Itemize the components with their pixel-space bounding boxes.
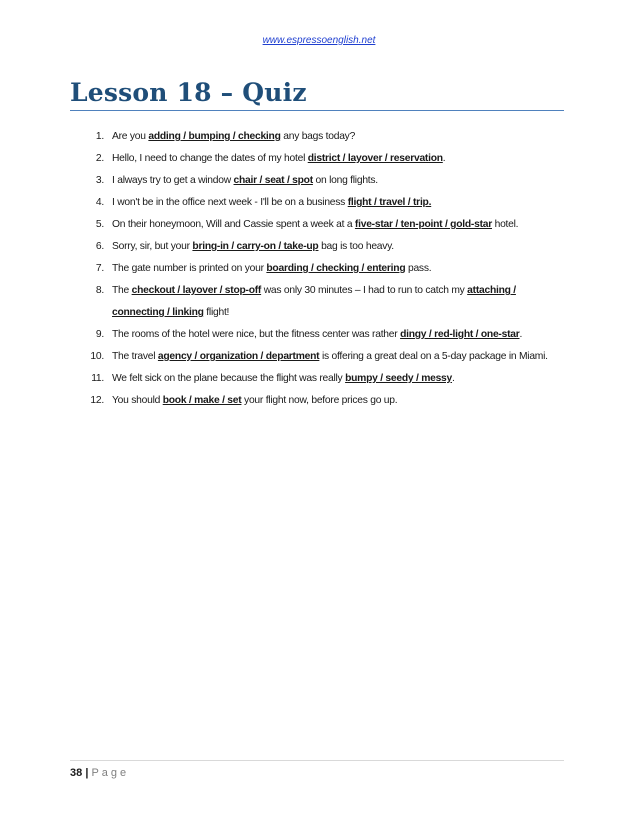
quiz-question-list xyxy=(78,126,570,412)
question-text: The travel xyxy=(112,351,158,362)
question-number: 11. xyxy=(91,373,104,384)
question-text: I always try to get a window xyxy=(112,175,234,186)
footer-rule xyxy=(70,760,564,761)
question-number: 6. xyxy=(95,241,104,252)
answer-options: adding / bumping / checking xyxy=(148,131,281,142)
question-number: 9. xyxy=(95,329,104,340)
title-underline-rule xyxy=(70,110,564,111)
header-website-link[interactable]: www.espressoenglish.net xyxy=(262,35,376,46)
answer-options: boarding / checking / entering xyxy=(266,263,406,274)
question-text: . xyxy=(519,329,523,340)
quiz-question xyxy=(78,324,570,346)
question-text: on long flights. xyxy=(312,175,378,186)
answer-options: checkout / layover / stop-off xyxy=(131,285,262,296)
question-text: We felt sick on the plane because the flight was really xyxy=(112,373,346,384)
question-number: 4. xyxy=(95,197,104,208)
question-number: 10. xyxy=(90,351,104,362)
question-text: bag is too heavy. xyxy=(318,241,394,252)
quiz-question xyxy=(78,368,570,390)
quiz-question xyxy=(78,258,570,280)
page-footer xyxy=(70,767,129,779)
question-text: is offering a great deal on a 5-day package in Miami. xyxy=(319,351,548,362)
question-number: 12. xyxy=(90,395,104,406)
quiz-question xyxy=(78,170,570,192)
quiz-question xyxy=(78,280,570,324)
answer-options: five-star / ten-point / gold-star xyxy=(354,219,492,230)
answer-options: dingy / red-light / one-star xyxy=(400,329,520,340)
question-number: 8. xyxy=(95,285,104,296)
question-text: pass. xyxy=(405,263,432,274)
question-text: . xyxy=(452,373,455,384)
answer-options: flight / travel / trip. xyxy=(347,197,432,208)
page-number: 38 xyxy=(70,767,83,779)
quiz-question xyxy=(78,236,570,258)
question-text: flight! xyxy=(203,307,230,318)
lesson-title: Lesson 18 – Quiz xyxy=(70,78,307,107)
question-text: The gate number is printed on your xyxy=(112,263,267,274)
question-number: 2. xyxy=(95,153,104,164)
question-text: Sorry, sir, but your xyxy=(112,241,193,252)
question-text: was only 30 minutes – I had to run to catch my xyxy=(261,285,468,296)
answer-options: attaching / connecting / linking xyxy=(112,285,516,318)
quiz-question xyxy=(78,346,570,368)
question-number: 1. xyxy=(95,131,104,142)
question-text: On their honeymoon, Will and Cassie spent a week at a xyxy=(112,219,355,230)
page-label: Page xyxy=(91,767,130,779)
quiz-question xyxy=(78,148,570,170)
question-text: Are you xyxy=(112,131,149,142)
answer-options: chair / seat / spot xyxy=(233,175,313,186)
question-text: You should xyxy=(112,395,163,406)
answer-options: bumpy / seedy / messy xyxy=(345,373,453,384)
question-text: Hello, I need to change the dates of my hotel xyxy=(112,153,308,164)
quiz-question xyxy=(78,126,570,148)
answer-options: book / make / set xyxy=(162,395,242,406)
answer-options: district / layover / reservation xyxy=(307,153,443,164)
answer-options: bring-in / carry-on / take-up xyxy=(192,241,319,252)
question-text: . xyxy=(442,153,446,164)
quiz-question xyxy=(78,214,570,236)
footer-separator: | xyxy=(85,767,89,779)
question-text: any bags today? xyxy=(280,131,356,142)
question-text: hotel. xyxy=(491,219,519,230)
question-number: 5. xyxy=(95,219,104,230)
question-number: 7. xyxy=(95,263,104,274)
quiz-question xyxy=(78,390,570,412)
quiz-question xyxy=(78,192,570,214)
question-text: The xyxy=(112,285,132,296)
question-text: your flight now, before prices go up. xyxy=(241,395,398,406)
question-text: I won't be in the office next week - I'll be on a business xyxy=(112,197,348,208)
answer-options: agency / organization / department xyxy=(157,351,320,362)
question-text: The rooms of the hotel were nice, but the fitness center was rather xyxy=(112,329,401,340)
question-number: 3. xyxy=(95,175,104,186)
